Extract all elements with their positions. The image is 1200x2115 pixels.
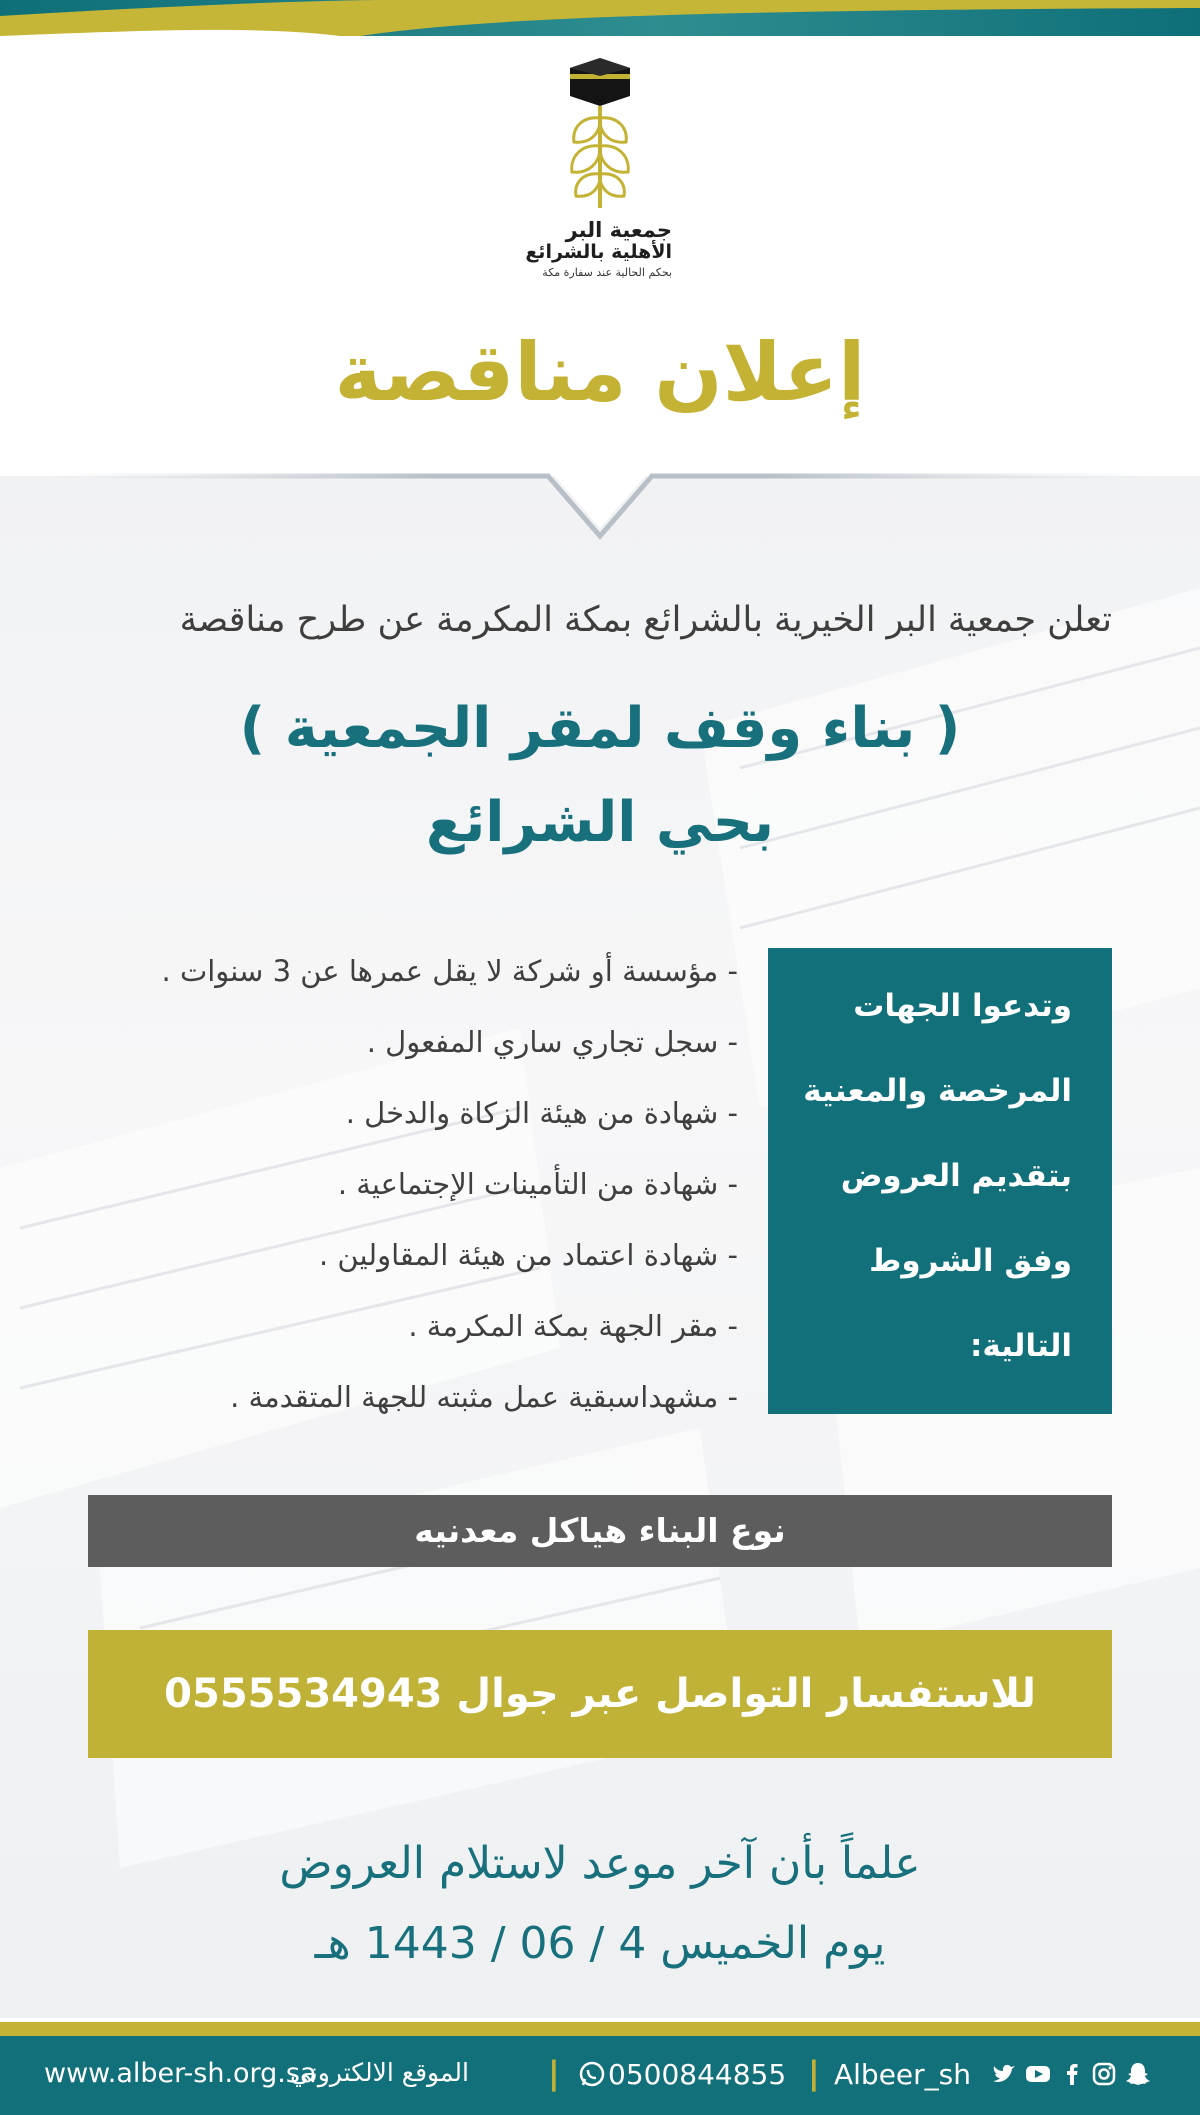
facebook-icon[interactable] bbox=[1058, 2060, 1086, 2088]
condition-item: - سجل تجاري ساري المفعول . bbox=[366, 1025, 738, 1059]
invitation-box bbox=[768, 948, 1112, 1414]
twitter-icon[interactable] bbox=[990, 2060, 1018, 2088]
website-label: الموقع الالكتروني bbox=[290, 2058, 469, 2087]
youtube-icon[interactable] bbox=[1024, 2060, 1052, 2088]
invite-line: بتقديم العروض bbox=[840, 1158, 1072, 1194]
invite-line: وفق الشروط bbox=[869, 1243, 1072, 1279]
whatsapp-icon[interactable] bbox=[578, 2060, 606, 2088]
conditions-list bbox=[38, 946, 738, 1443]
logo-tagline: بحكم الحالية عند سفارة مكة bbox=[542, 266, 672, 279]
deadline-note: علماً بأن آخر موعد لاستلام العروض bbox=[279, 1838, 921, 1889]
invite-line: التالية: bbox=[969, 1328, 1072, 1364]
footer-phone[interactable]: 0500844855 bbox=[608, 2058, 787, 2091]
website-link[interactable]: www.alber-sh.org.sa bbox=[44, 2058, 317, 2089]
footer-gold-stripe bbox=[0, 2022, 1200, 2036]
section-divider bbox=[0, 468, 1200, 548]
footer-separator: | bbox=[808, 2054, 820, 2092]
condition-item: - مقر الجهة بمكة المكرمة . bbox=[408, 1309, 738, 1343]
condition-item: - شهادة من التأمينات الإجتماعية . bbox=[337, 1167, 738, 1201]
invite-line: وتدعوا الجهات bbox=[853, 988, 1072, 1024]
snapchat-icon[interactable] bbox=[1124, 2060, 1152, 2088]
condition-item: - مشهداسبقية عمل مثبته للجهة المتقدمة . bbox=[230, 1380, 738, 1414]
condition-item: - شهادة من هيئة الزكاة والدخل . bbox=[345, 1096, 738, 1130]
contact-banner: للاستفسار التواصل عبر جوال 0555534943 bbox=[88, 1630, 1112, 1758]
project-name: ( بناء وقف لمقر الجمعية ) bbox=[239, 696, 961, 761]
footer-separator: | bbox=[548, 2054, 560, 2092]
instagram-icon[interactable] bbox=[1090, 2060, 1118, 2088]
intro-text: تعلن جمعية البر الخيرية بالشرائع بمكة المكرمة عن طرح مناقصة bbox=[179, 600, 1112, 640]
deadline-date: يوم الخميس 4 / 06 / 1443 هـ bbox=[314, 1918, 886, 1969]
footer bbox=[0, 2036, 1200, 2115]
social-handle[interactable]: Albeer_sh bbox=[834, 2058, 972, 2091]
condition-item: - شهادة اعتماد من هيئة المقاولين . bbox=[318, 1238, 738, 1272]
top-decorative-stripe bbox=[0, 0, 1200, 36]
logo-name-line2: الأهلية بالشرائع bbox=[525, 241, 672, 263]
invite-line: المرخصة والمعنية bbox=[803, 1073, 1072, 1109]
logo-name-line1: جمعية البر bbox=[565, 218, 672, 242]
project-location: بحي الشرائع bbox=[425, 790, 775, 855]
page-title: إعلان مناقصة bbox=[334, 326, 866, 419]
build-type-bar: نوع البناء هياكل معدنيه bbox=[88, 1495, 1112, 1567]
condition-item: - مؤسسة أو شركة لا يقل عمرها عن 3 سنوات . bbox=[161, 954, 738, 988]
